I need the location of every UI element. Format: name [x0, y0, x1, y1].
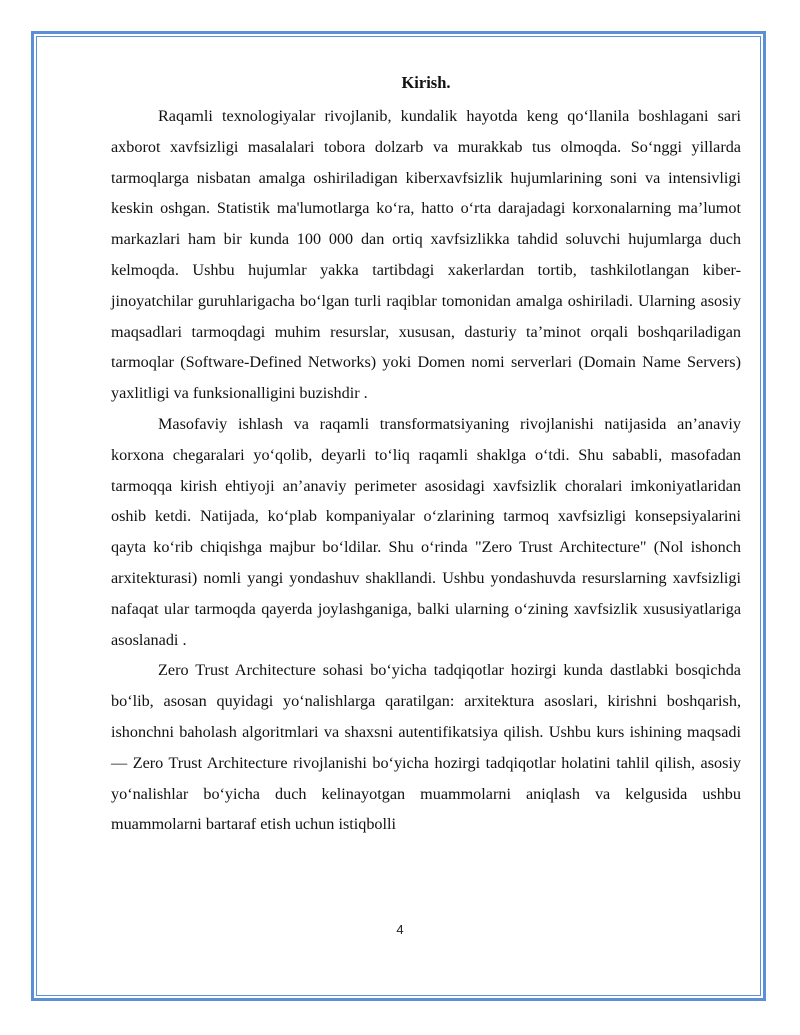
paragraph-intro: Raqamli texnologiyalar rivojlanib, kundalik hayotda keng qo‘llanila boshlagani sari axborot xavfsizligi masalalari tobora dolzarb va murakkab tus olmoqda. So‘nggi yillarda tarmoqlarga nisbatan amalga oshiriladigan kiberxavfsizlik hujumlarining soni va intensivligi keskin oshgan. Statistik ma'lumotlarga ko‘ra, hatto o‘rta darajadagi korxonalarning ma’lumot markazlari ham bir kunda 100 000 dan ortiq xavfsizlikka tahdid soluvchi hujumlarga duch kelmoqda. Ushbu hujumlar yakka tartibdagi xakerlardan tortib, tashkilotlangan kiber-jinoyatchilar guruhlarigacha bo‘lgan turli raqiblar tomonidan amalga oshiriladi. Ularning asosiy maqsadlari tarmoqdagi muhim resurslar, xususan, dasturiy ta’minot orqali boshqariladigan tarmoqlar (Software-Defined Networks) yoki Domen nomi serverlari (Domain Name Servers) yaxlitligi va funksionalligini buzishdir .: [111, 107, 741, 403]
section-title: Kirish.: [401, 73, 451, 92]
document-body: [111, 68, 741, 840]
page-number: 4: [396, 922, 404, 937]
paragraph-remote-work: Masofaviy ishlash va raqamli transformatsiyaning rivojlanishi natijasida an’anaviy korxona chegaralari yo‘qolib, deyarli to‘liq raqamli shaklga o‘tdi. Shu sababli, masofadan tarmoqqa kirish ehtiyoji an’anaviy perimeter asosidagi xavfsizlik choralari imkoniyatlaridan oshib ketdi. Natijada, ko‘plab kompaniyalar o‘zlarining tarmoq xavfsizligi konsepsiyalarini qayta ko‘rib chiqishga majbur bo‘ldilar. Shu o‘rinda "Zero Trust Architecture" (Nol ishonch arxitekturasi) nomli yangi yondashuv shakllandi. Ushbu yondashuvda resurslarning xavfsizligi nafaqat ular tarmoqda qayerda joylashganiga, balki ularning o‘zining xavfsizlik xususiyatlariga asoslanadi .: [111, 414, 741, 649]
paragraph-zero-trust-research: Zero Trust Architecture sohasi bo‘yicha tadqiqotlar hozirgi kunda dastlabki bosqichda bo‘lib, asosan quyidagi yo‘nalishlarga qaratilgan: arxitektura asoslari, kirishni boshqarish, ishonchni baholash algoritmlari va shaxsni autentifikatsiya qilish. Ushbu kurs ishining maqsadi — Zero Trust Architecture rivojlanishi bo‘yicha hozirgi tadqiqotlar holatini tahlil qilish, asosiy yo‘nalishlar bo‘yicha duch kelinayotgan muammolarni aniqlash va kelgusida ushbu muammolarni bartaraf etish uchun istiqbolli: [111, 661, 741, 834]
